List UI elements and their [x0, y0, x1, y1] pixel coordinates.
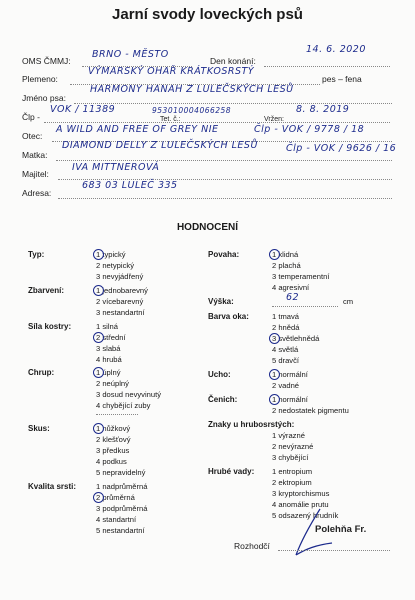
- cat-kvalita-srsti-label: Kvalita srsti:: [28, 482, 77, 491]
- hrubo-opt-1[interactable]: 1 výrazné: [272, 431, 305, 440]
- povaha-opt-1[interactable]: 1 klidná: [272, 250, 299, 259]
- address-value: 683 03 LULEČ 335: [82, 180, 178, 191]
- oms-value: BRNO - MĚSTO: [92, 49, 169, 60]
- dog-name-value: HARMONY HANAH Z LULEČSKÝCH LESŮ: [90, 84, 294, 95]
- povaha-opt-4[interactable]: 4 agresivní: [272, 283, 310, 292]
- oko-opt-5[interactable]: 5 dravčí: [272, 356, 300, 365]
- cat-povaha-label: Povaha:: [208, 250, 240, 259]
- hrubo-opt-2[interactable]: 2 nevýrazné: [272, 442, 314, 451]
- vady-opt-3[interactable]: 3 kryptorchismus: [272, 489, 330, 498]
- vyska-unit: cm: [343, 297, 354, 306]
- whelped-label: Vržen:: [264, 116, 284, 123]
- chip-value: 953010004066258: [152, 106, 232, 115]
- cenich-opt-2[interactable]: 2 nedostatek pigmentu: [272, 406, 349, 415]
- sila-opt-3[interactable]: 3 slabá: [96, 344, 121, 353]
- breed-label: Plemeno:: [22, 74, 58, 84]
- srst-opt-3[interactable]: 3 podprůměrná: [96, 504, 148, 513]
- povaha-selected-mark: [269, 249, 280, 260]
- chrup-opt-3[interactable]: 3 dosud nevyvinutý: [96, 390, 162, 399]
- vyska-value: 62: [286, 292, 300, 303]
- cat-ucho-label: Ucho:: [208, 370, 231, 379]
- ucho-selected-mark: [269, 369, 280, 380]
- srst-opt-1[interactable]: 1 nadprůměrná: [96, 482, 148, 491]
- srst-opt-2[interactable]: 2 průměrná: [96, 493, 135, 502]
- owner-label: Majitel:: [22, 169, 49, 179]
- chrup-opt-4[interactable]: 4 chybějící zuby: [96, 401, 151, 410]
- clp-label: Člp -: [22, 112, 40, 122]
- povaha-opt-2[interactable]: 2 plachá: [272, 261, 301, 270]
- cat-sila-kostry-label: Síla kostry:: [28, 322, 72, 331]
- judge-stamp: Polehňa Fr.: [315, 524, 367, 535]
- chrup-selected-mark: [93, 367, 104, 378]
- zbarveni-opt-2[interactable]: 2 vícebarevný: [96, 297, 144, 306]
- skus-opt-5[interactable]: 5 nepravidelný: [96, 468, 146, 477]
- cat-typ-label: Typ:: [28, 250, 45, 259]
- oko-opt-1[interactable]: 1 tmavá: [272, 312, 300, 321]
- typ-opt-3[interactable]: 3 nevyjádřený: [96, 272, 144, 281]
- typ-opt-2[interactable]: 2 netypický: [96, 261, 134, 270]
- judge-label: Rozhodčí: [234, 541, 270, 551]
- oko-selected-mark: [269, 333, 280, 344]
- form-title: Jarní svody loveckých psů: [112, 6, 303, 23]
- cat-cenich-label: Čenich:: [208, 395, 238, 404]
- cat-zbarveni-label: Zbarvení:: [28, 286, 65, 295]
- cat-hrubosrsti-label: Znaky u hrubosrstých:: [208, 420, 295, 429]
- birth-value: 8. 8. 2019: [296, 104, 350, 115]
- sire-label: Otec:: [22, 131, 43, 141]
- date-value: 14. 6. 2020: [306, 44, 366, 55]
- skus-opt-3[interactable]: 3 předkus: [96, 446, 130, 455]
- ucho-opt-2[interactable]: 2 vadné: [272, 381, 300, 390]
- sire-reg: Člp - VOK / 9778 / 18: [254, 124, 365, 135]
- date-label: Den konání:: [210, 56, 256, 66]
- judge-signature: [280, 505, 350, 565]
- dam-label: Matka:: [22, 150, 48, 160]
- skus-selected-mark: [93, 423, 104, 434]
- zbarveni-selected-mark: [93, 285, 104, 296]
- typ-opt-1[interactable]: 1 typický: [96, 250, 126, 259]
- hrubo-opt-3[interactable]: 3 chybějící: [272, 453, 309, 462]
- cenich-opt-1[interactable]: 1 normální: [272, 395, 308, 404]
- sila-selected-mark: [93, 332, 104, 343]
- tattoo-label: Tet. č.:: [160, 116, 181, 123]
- oms-label: OMS ČMMJ:: [22, 56, 71, 66]
- section-title: HODNOCENÍ: [176, 222, 239, 233]
- vady-opt-1[interactable]: 1 entropium: [272, 467, 313, 476]
- skus-opt-1[interactable]: 1 nůžkový: [96, 424, 131, 433]
- cenich-selected-mark: [269, 394, 280, 405]
- breed-value: VÝMARSKÝ OHAŘ KRÁTKOSRSTÝ: [88, 66, 255, 77]
- cat-vyska-label: Výška:: [208, 297, 234, 306]
- srst-opt-4[interactable]: 4 standartní: [96, 515, 137, 524]
- dam-reg: Člp - VOK / 9626 / 16: [286, 143, 397, 154]
- oko-opt-2[interactable]: 2 hnědá: [272, 323, 300, 332]
- cat-skus-label: Skus:: [28, 424, 50, 433]
- owner-value: IVA MITTNEROVÁ: [72, 162, 160, 173]
- zbarveni-opt-3[interactable]: 3 nestandartní: [96, 308, 145, 317]
- srst-selected-mark: [93, 492, 104, 503]
- srst-opt-5[interactable]: 5 nestandartní: [96, 526, 145, 535]
- chrup-opt-2[interactable]: 2 neúplný: [96, 379, 129, 388]
- typ-selected-mark: [93, 249, 104, 260]
- dog-name-label: Jméno psa:: [22, 93, 66, 103]
- povaha-opt-3[interactable]: 3 temperamentní: [272, 272, 330, 281]
- address-label: Adresa:: [22, 188, 52, 198]
- skus-opt-2[interactable]: 2 klešťový: [96, 435, 131, 444]
- sila-opt-2[interactable]: 2 střední: [96, 333, 126, 342]
- clp-value: VOK / 11389: [50, 104, 116, 115]
- ucho-opt-1[interactable]: 1 normální: [272, 370, 308, 379]
- chrup-opt-1[interactable]: 1 úplný: [96, 368, 121, 377]
- cat-hrube-vady-label: Hrubé vady:: [208, 467, 255, 476]
- oko-opt-3[interactable]: 3 světlehnědá: [272, 334, 320, 343]
- cat-chrup-label: Chrup:: [28, 368, 55, 377]
- sila-opt-1[interactable]: 1 silná: [96, 322, 118, 331]
- dam-value: DIAMOND DELLY Z LULEČSKÝCH LESŮ: [62, 140, 258, 151]
- oko-opt-4[interactable]: 4 světlá: [272, 345, 299, 354]
- vady-opt-4[interactable]: 4 anomálie prutu: [272, 500, 329, 509]
- cat-barva-oka-label: Barva oka:: [208, 312, 249, 321]
- zbarveni-opt-1[interactable]: 1 jednobarevný: [96, 286, 148, 295]
- sex-label: pes – fena: [322, 74, 362, 84]
- skus-opt-4[interactable]: 4 podkus: [96, 457, 127, 466]
- vady-opt-2[interactable]: 2 ektropium: [272, 478, 312, 487]
- sila-opt-4[interactable]: 4 hrubá: [96, 355, 122, 364]
- vady-opt-5[interactable]: 5 odsazený hrudník: [272, 511, 339, 520]
- sire-value: A WILD AND FREE OF GREY NIE: [56, 124, 219, 135]
